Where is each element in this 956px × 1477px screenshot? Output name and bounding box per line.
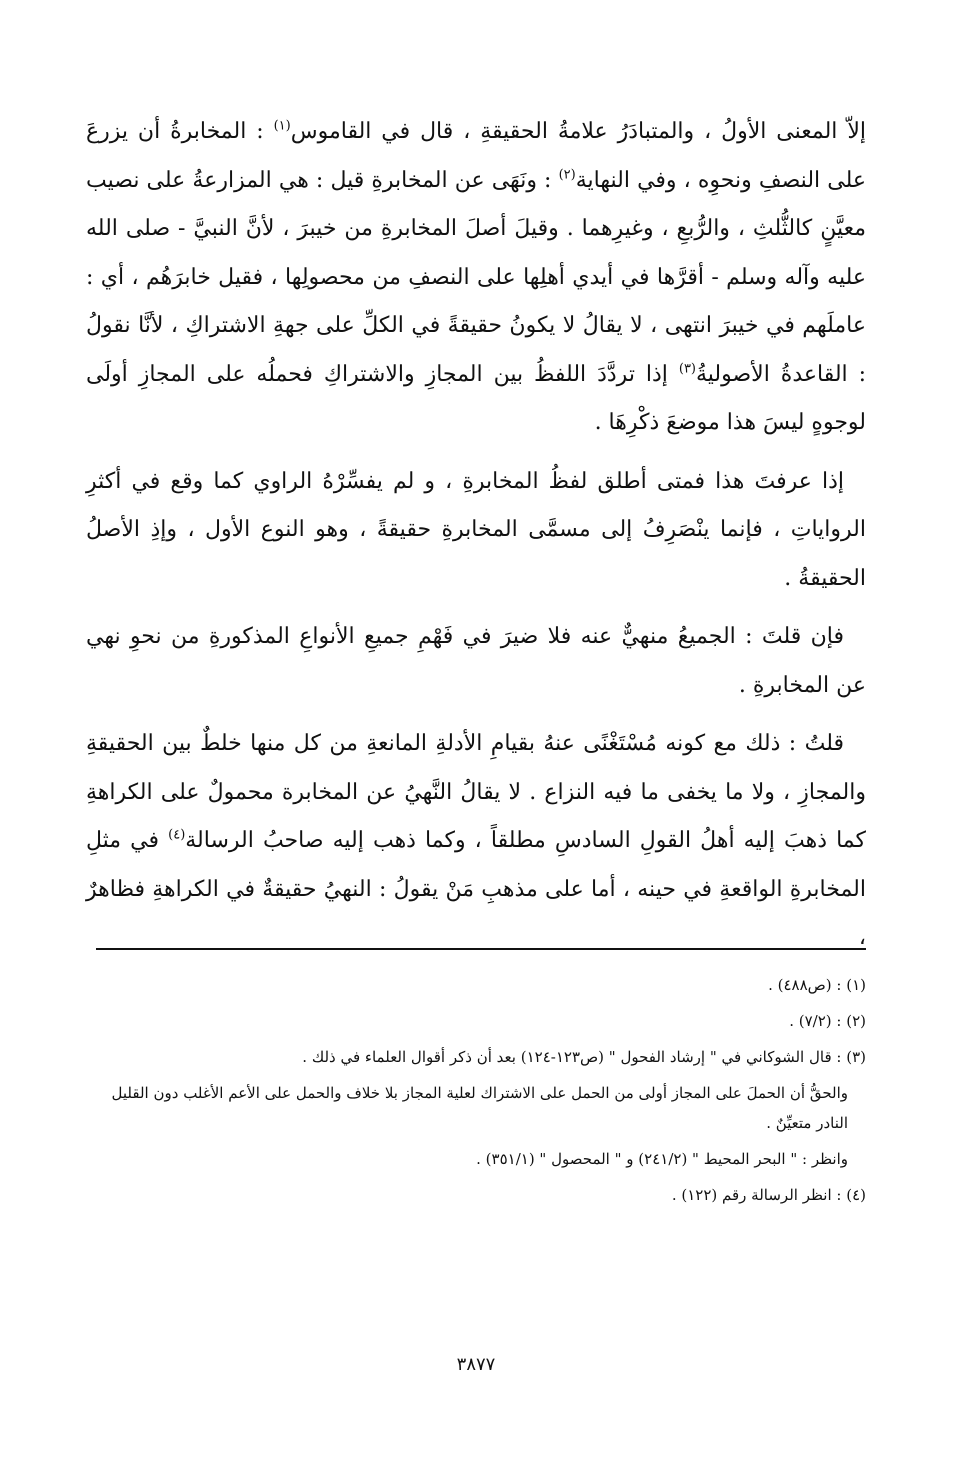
paragraph-1-text-b: : المخابرةُ أن يزرعَ على النصفِ ونحوِه ، وفي النهاية bbox=[86, 119, 867, 193]
paragraph-1-text-a: إلاّ المعنى الأولُ ، والمتبادَرُ علامةُ الحقيقةِ ، قال في القاموس bbox=[290, 119, 866, 144]
footnote-1: (١) : (ص٤٨٨) . bbox=[768, 976, 866, 994]
paragraph-1-text-c: : ونَهَى عن المخابرةِ قيل : هي المزارعةُ على نصيب معيَّنٍ كالثُّلثِ ، والرُّبعِ ، وغيرِهما . وقيلَ أصلَ المخابرةِ من خيبرَ ، لأنَّ النبيَّ - صلى الله عليه وآله وسلم - أقرَّها في أيدي أهلِها على النصفِ من محصولِها ، فقيل خابرَهُم ، أي : عاملَهم في خيبرَ انتهى ، لا يقالُ لا يكونُ حقيقةً في الكلِّ على جهةِ الاشتراكِ ، لأنَّا نقولُ : القاعدةُ الأصوليةُ bbox=[86, 167, 866, 387]
paragraph-2-text: إذا عرفتَ هذا فمتى أطلق لفظُ المخابرةِ ، و لم يفسِّرْهُ الراوي كما وقع في أكثرِ الرواياتِ ، فإنما ينْصَرِفُ إلى مسمَّى المخابرةِ حقيقةً ، وهو النوع الأول ، وإذِ الأصلُ الحقيقةُ . bbox=[86, 468, 866, 591]
footnote-ref-3: (٣) bbox=[678, 361, 696, 377]
footnote-separator bbox=[96, 948, 866, 950]
paragraph-1-text-d: إذا تردَّدَ اللفظُ بين المجازِ والاشتراكِ فحملُه على المجازِ أولَى لوجوهٍ ليسَ هذا موضعَ ذكْرِهَا . bbox=[86, 361, 866, 435]
paragraph-4-text-a: قلتُ : ذلك مع كونه مُسْتَغْنًى عنهُ بقيامِ الأدلةِ المانعةِ من كل منها خلطٌ بين الحقيقةِ والمجازِ ، ولا ما يخفى ما فيه النزاع . لا يقالُ النَّهيُ عن المخابرة محمولٌ على الكراهةِ كما ذهبَ إليه أهلُ القولِ السادسِ مطلقاً ، وكما ذهب إليه صاحبُ الرسالة bbox=[86, 731, 866, 853]
paragraph-2 bbox=[86, 458, 866, 604]
footnote-2: (٢) : (٧/٢) . bbox=[789, 1012, 866, 1030]
footnote-4: (٤) : انظر الرسالة رقم (١٢٢) . bbox=[671, 1186, 866, 1204]
paragraph-4-text-b: في مثلِ المخابرةِ الواقعةِ في حينه ، أما على مذهبِ مَنْ يقولُ : النهيُ حقيقةٌ في الكراهةِ فظاهرٌ ، bbox=[86, 828, 866, 950]
footnotes bbox=[86, 970, 866, 1216]
footnote-3-see-also: وانظر : " البحر المحيط " (٢٤١/٢) و " المحصول " (٣٥١/١) . bbox=[476, 1150, 848, 1168]
page-number: ٣٨٧٧ bbox=[456, 1354, 496, 1375]
paragraph-3 bbox=[86, 613, 866, 710]
paragraph-3-text: فإن قلتَ : الجميعُ منهيٌّ عنه فلا ضيرَ في فَهْمِ جميعِ الأنواعِ المذكورةِ من نحوِ نهي عن المخابرةِ . bbox=[86, 624, 866, 698]
footnote-ref-4: (٤) bbox=[168, 827, 186, 843]
footnote-ref-2: (٢) bbox=[558, 167, 576, 183]
main-text bbox=[86, 108, 866, 963]
footnote-3: (٣) : قال الشوكاني في " إرشاد الفحول " (ص١٢٣-١٢٤) بعد أن ذكر أقوال العلماء في ذلك . bbox=[302, 1048, 866, 1066]
paragraph-1 bbox=[86, 108, 866, 448]
book-page bbox=[86, 108, 866, 1438]
paragraph-4 bbox=[86, 720, 866, 963]
footnote-3-continuation: والحقُّ أن الحملَ على المجاز أولى من الحمل على الاشتراك لعلية المجاز بلا خلاف والحمل على الأعم الأغلب دون القليل النادر متعيِّنٌ . bbox=[111, 1084, 848, 1132]
footnote-ref-1: (١) bbox=[273, 118, 291, 134]
